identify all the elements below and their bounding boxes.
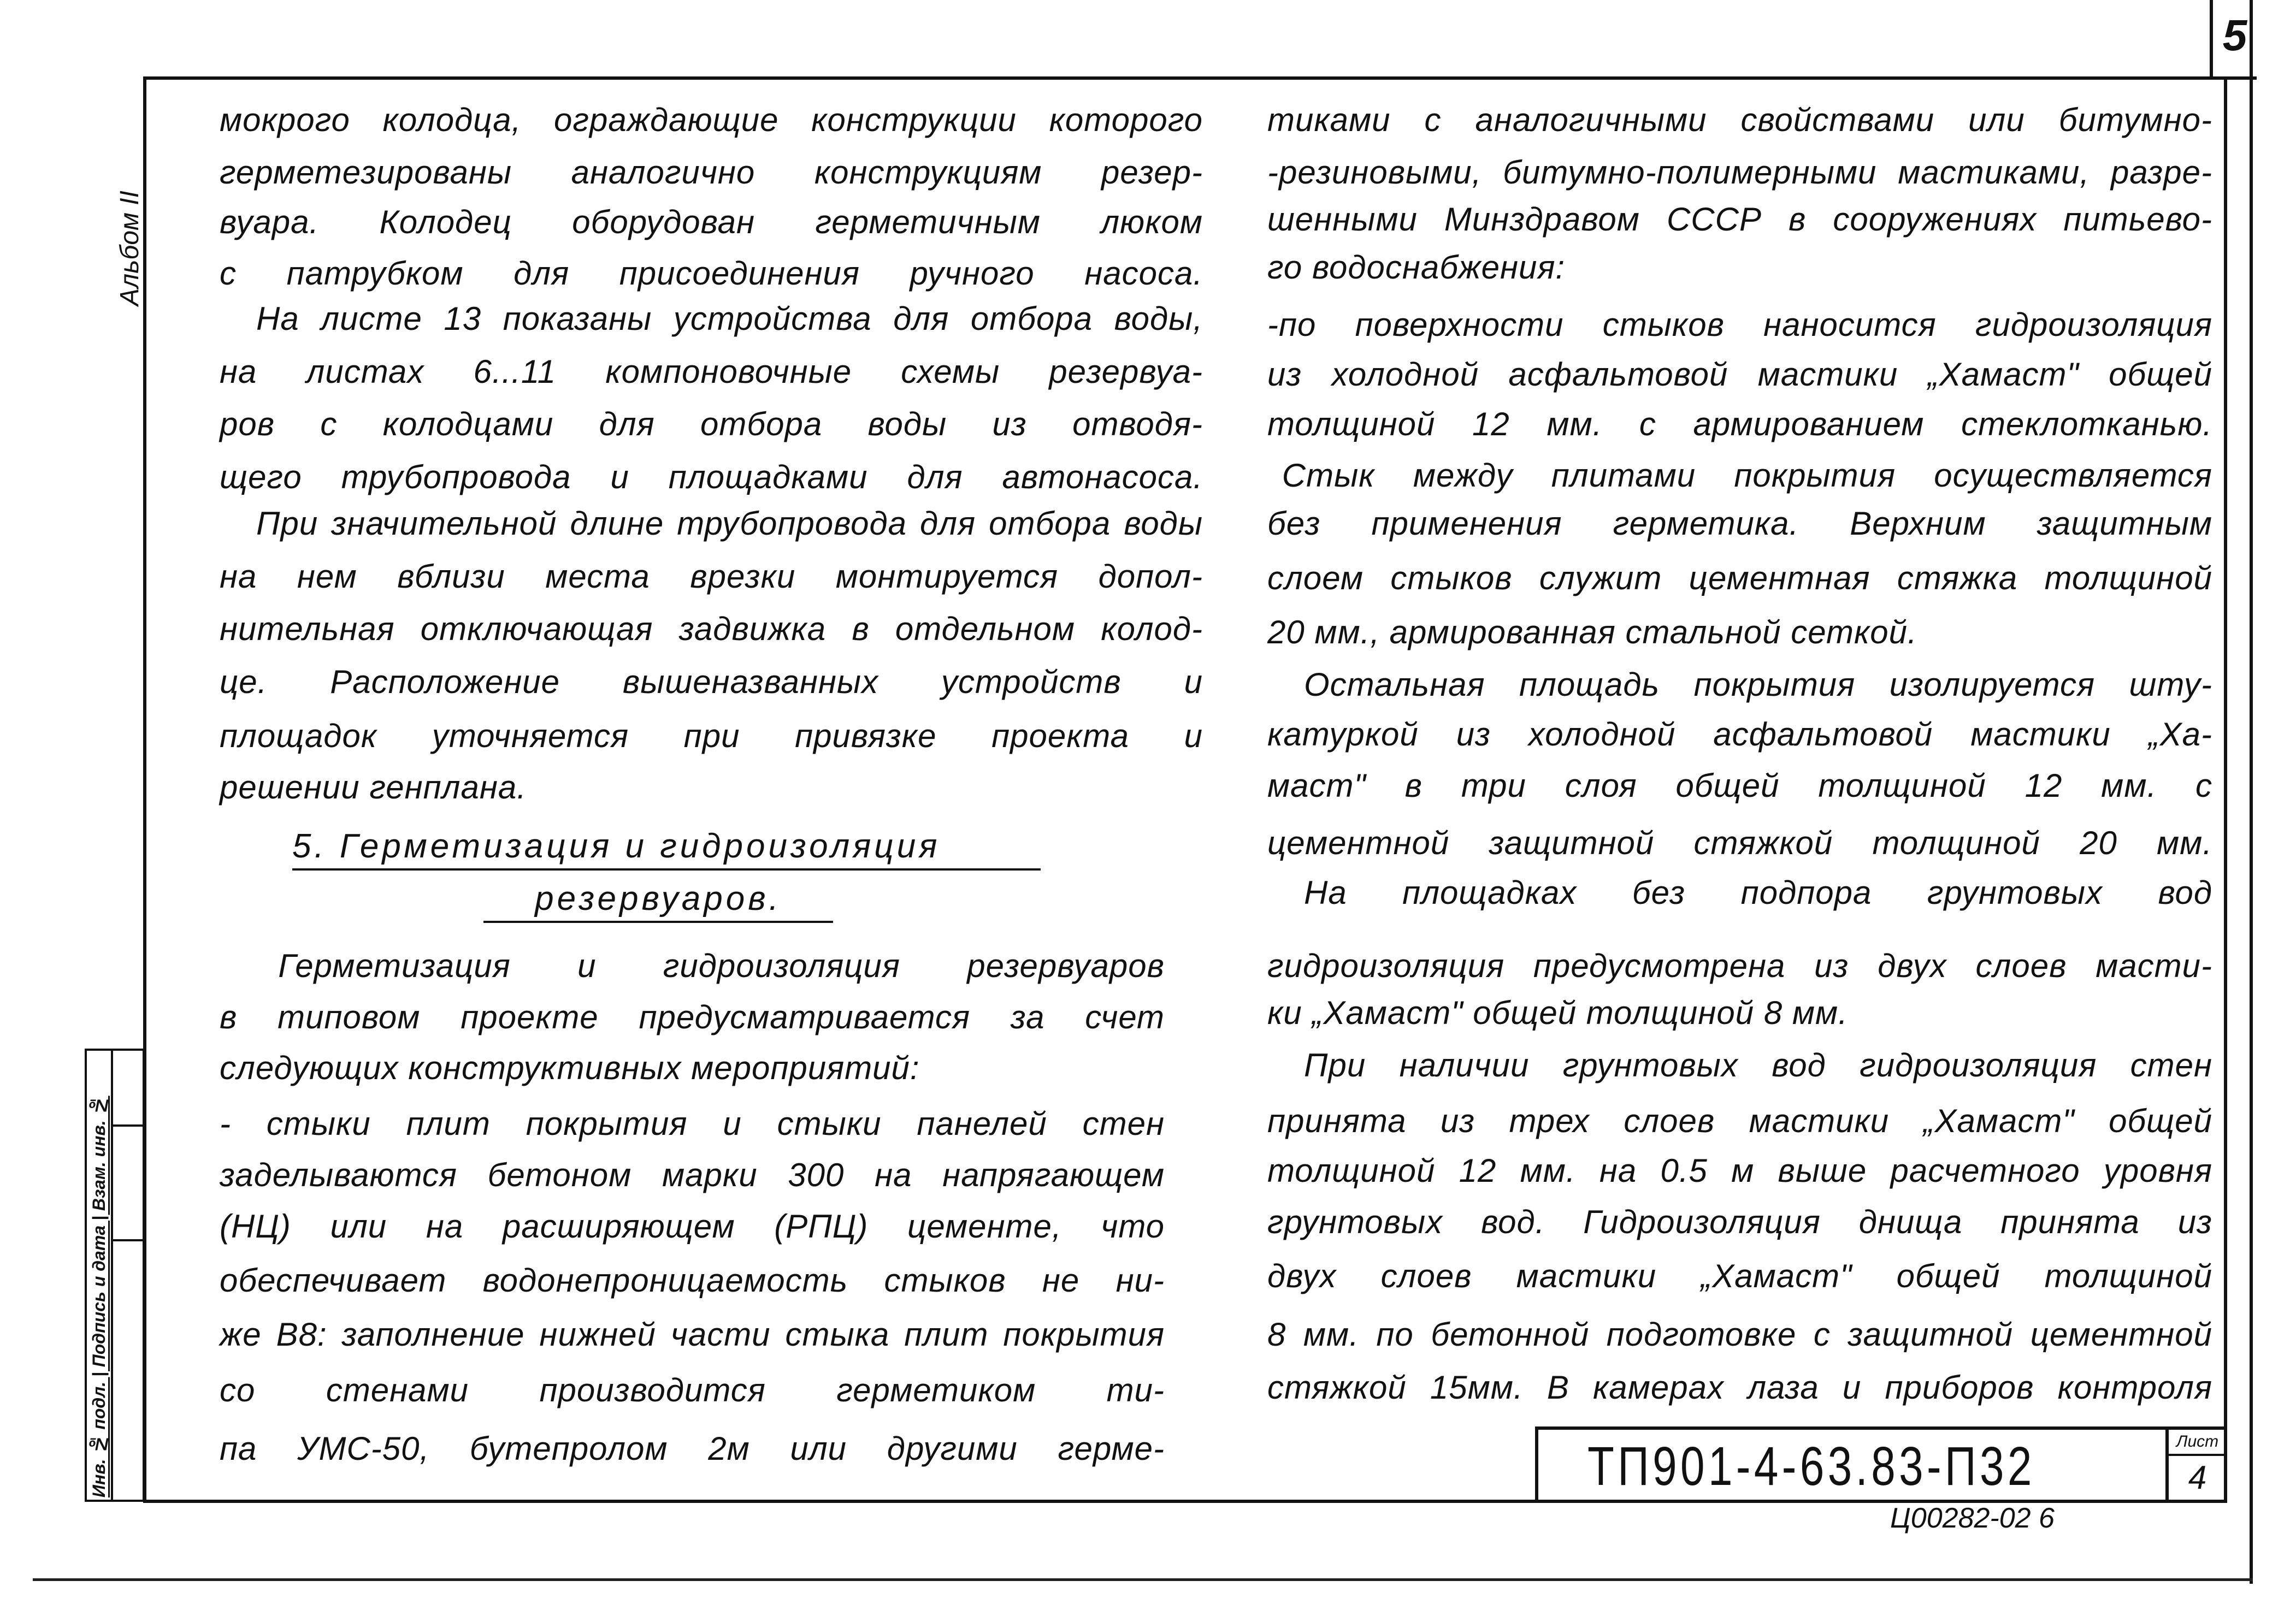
side-stamp <box>85 1049 145 1502</box>
text-line: нительная отключающая задвижка в отдельном колод- <box>220 611 1203 647</box>
stamp-divider <box>113 1124 145 1127</box>
album-label: Альбом II <box>115 191 144 306</box>
text-line: в типовом проекте предусматривается за счет <box>220 999 1165 1035</box>
text-line: вуара. Колодец оборудован герметичным люком <box>220 204 1203 240</box>
sheet-number: 4 <box>2188 1459 2207 1496</box>
text-line: На листе 13 показаны устройства для отбора воды, <box>256 300 1203 337</box>
text-line: При наличии грунтовых вод гидроизоляция стен <box>1304 1047 2212 1084</box>
page-number: 5 <box>2210 0 2257 80</box>
text-line: па УМС-50, бутепролом 2м или другими герме- <box>220 1430 1165 1467</box>
text-line: со стенами производится герметиком ти- <box>220 1372 1165 1408</box>
text-line: грунтовых вод. Гидроизоляция днища принята из <box>1267 1204 2212 1240</box>
text-line: двух слоев мастики „Хамаст" общей толщиной <box>1267 1258 2212 1294</box>
text-line: на листах 6...11 компоновочные схемы резервуа- <box>220 353 1203 390</box>
text-line: ров с колодцами для отбора воды из отводя- <box>220 406 1203 442</box>
text-line: 8 мм. по бетонной подготовке с защитной цементной <box>1267 1316 2212 1353</box>
text-line: -по поверхности стыков наносится гидроизоляция <box>1267 306 2212 343</box>
outer-border-right <box>2250 0 2253 1584</box>
text-line: ки „Хамаст" общей толщиной 8 мм. <box>1267 994 1848 1031</box>
stamp-divider <box>113 1239 145 1241</box>
text-line: (НЦ) или на расширяющем (РПЦ) цементе, что <box>220 1208 1165 1245</box>
section-heading-cont: резервуаров. <box>483 877 833 923</box>
text-line: с патрубком для присоединения ручного насоса. <box>220 255 1203 292</box>
text-line: площадок уточняется при привязке проекта и <box>220 718 1203 754</box>
text-line: маст" в три слоя общей толщиной 12 мм. с <box>1267 767 2212 804</box>
stamp-text: Инв. № подл. | Подпись и дата | Взам. инв. № <box>89 1096 109 1497</box>
text-line: заделываются бетоном марки 300 на напрягающем <box>220 1157 1165 1193</box>
text-line: слоем стыков служит цементная стяжка толщиной <box>1267 560 2212 596</box>
text-line: без применения герметика. Верхним защитным <box>1267 505 2212 542</box>
text-line: При значительной длине трубопровода для отбора воды <box>256 505 1203 542</box>
text-line: - стыки плит покрытия и стыки панелей стен <box>220 1105 1165 1142</box>
text-line: -резиновыми, битумно-полимерными мастиками, разре- <box>1267 154 2212 191</box>
text-line: толщиной 12 мм. с армированием стеклотканью. <box>1267 406 2212 442</box>
text-line: решении генплана. <box>220 769 527 806</box>
text-line: тиками с аналогичными свойствами или битумно- <box>1267 102 2212 138</box>
text-line: из холодной асфальтовой мастики „Хамаст" общей <box>1267 356 2212 393</box>
text-line: мокрого колодца, ограждающие конструкции которого <box>220 102 1203 138</box>
text-line: толщиной 12 мм. на 0.5 м выше расчетного уровня <box>1267 1152 2212 1189</box>
text-line: шенными Минздравом СССР в сооружениях питьево- <box>1267 201 2212 238</box>
archive-number: Ц00282-02 6 <box>1890 1502 2055 1534</box>
text-line: обеспечивает водонепроницаемость стыков не ни- <box>220 1262 1165 1299</box>
document-code: ТП901-4-63.83-П32 <box>1587 1436 2035 1497</box>
text-line: же В8: заполнение нижней части стыка плит покрытия <box>220 1316 1165 1353</box>
outer-border-bottom <box>33 1578 2253 1581</box>
text-line: цементной защитной стяжкой толщиной 20 мм. <box>1267 825 2212 861</box>
text-line: 20 мм., армированная стальной сеткой. <box>1267 614 1917 650</box>
sheet-cell <box>2165 1430 2226 1500</box>
sheet-label: Лист <box>2169 1430 2226 1456</box>
text-line: го водоснабжения: <box>1267 249 1566 286</box>
text-line: Герметизация и гидроизоляция резервуаров <box>278 948 1165 984</box>
text-line: На площадках без подпора грунтовых вод <box>1304 874 2212 911</box>
text-line: катуркой из холодной асфальтовой мастики „Ха- <box>1267 716 2212 753</box>
text-line: гидроизоляция предусмотрена из двух слоев масти- <box>1267 948 2212 984</box>
text-line: щего трубопровода и площадками для автонасоса. <box>220 459 1203 495</box>
text-line: це. Расположение вышеназванных устройств и <box>220 664 1203 700</box>
text-line: Остальная площадь покрытия изолируется шту- <box>1304 666 2212 703</box>
text-line: следующих конструктивных мероприятий: <box>220 1050 920 1086</box>
text-line: стяжкой 15мм. В камерах лаза и приборов контроля <box>1267 1369 2212 1406</box>
text-line: на нем вблизи места врезки монтируется допол- <box>220 558 1203 595</box>
text-line: герметезированы аналогично конструкциям резер- <box>220 154 1203 191</box>
text-line: принята из трех слоев мастики „Хамаст" общей <box>1267 1103 2212 1139</box>
title-block <box>1535 1426 2226 1503</box>
text-line: Стык между плитами покрытия осуществляется <box>1282 457 2212 494</box>
section-heading: 5. Герметизация и гидроизоляция <box>292 825 1041 871</box>
